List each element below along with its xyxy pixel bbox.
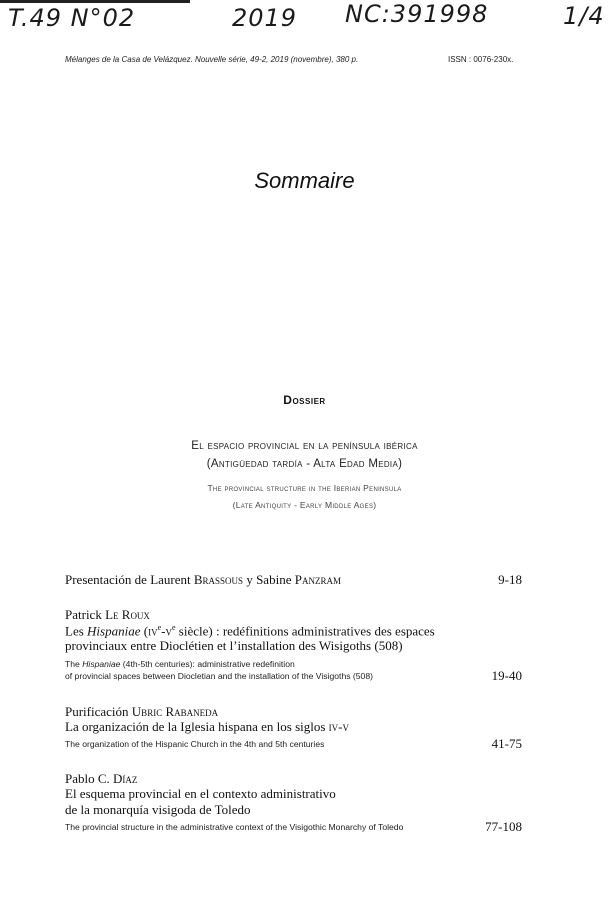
author-last: Le Roux	[105, 607, 150, 622]
century-numeral: v	[165, 623, 172, 639]
dossier-subtitle-es: (Antigüedad tardía - Alta Edad Media)	[206, 458, 403, 470]
page-range: 9-18	[498, 572, 522, 587]
author-line	[65, 607, 150, 623]
article-title-line2[interactable]: provinciaux entre Dioclétien et l’installation des Wisigoths (508)	[65, 638, 403, 653]
author-line	[65, 771, 137, 787]
section-heading: Dossier	[283, 393, 326, 407]
article-title[interactable]	[65, 719, 349, 735]
toc-entry-presentation[interactable]	[65, 572, 341, 588]
entry-text: Presentación de Laurent	[65, 572, 194, 587]
author-line	[65, 704, 218, 720]
superscript: e	[171, 623, 176, 632]
page-range: 41-75	[491, 736, 522, 751]
dossier-title-en: The provincial structure in the Iberian Peninsula	[207, 483, 402, 493]
title-text: -	[161, 623, 166, 639]
en-text: (4th-5th centuries): administrative redefinition	[120, 659, 295, 669]
entry-text: y Sabine	[243, 572, 295, 587]
scan-edge-line	[0, 0, 190, 3]
title-italic: Hispaniae	[87, 623, 141, 639]
title-text: La organización de la Iglesia hispana en los siglos	[65, 719, 329, 734]
en-italic: Hispaniae	[82, 659, 121, 669]
page-title: Sommaire	[254, 168, 355, 193]
page-range: 19-40	[491, 668, 522, 683]
article-title-line2[interactable]: de la monarquía visigoda de Toledo	[65, 802, 251, 817]
handwritten-year: 2019	[232, 4, 298, 32]
handwritten-shelf-mark: T.49 N°02	[8, 4, 136, 32]
english-title-line2: of provincial spaces between Diocletian and the installation of the Visigoths (508)	[65, 671, 373, 681]
article-title-line1[interactable]	[65, 623, 435, 639]
title-text: Les	[65, 623, 88, 639]
century-numeral: iv	[148, 623, 158, 639]
author-last: Díaz	[113, 771, 138, 786]
dossier-subtitle-en: (Late Antiquity - Early Middle Ages)	[232, 500, 377, 510]
century-numeral: iv-v	[328, 719, 349, 734]
journal-citation: Mélanges de la Casa de Velázquez. Nouvelle série, 49-2, 2019 (novembre), 380 p.	[65, 55, 359, 64]
article-title-line1[interactable]: El esquema provincial en el contexto administrativo	[65, 786, 336, 801]
english-title: The organization of the Hispanic Church in the 4th and 5th centuries	[65, 739, 325, 749]
en-text: The	[65, 659, 83, 669]
page-range: 77-108	[485, 819, 522, 834]
title-text: siècle) : redéfinitions administratives des espaces	[175, 623, 435, 639]
handwritten-nc-number: NC:391998	[345, 0, 489, 28]
superscript: e	[157, 623, 162, 632]
author-first: Pablo C.	[65, 771, 114, 786]
title-text: (	[140, 623, 149, 639]
issn: ISSN : 0076-230x.	[448, 55, 514, 64]
author-last: Ubric Rabaneda	[131, 704, 219, 719]
dossier-title-es: El espacio provincial en la península ibérica	[191, 440, 418, 452]
author-name: Panzram	[294, 572, 341, 587]
english-title-line1	[65, 659, 295, 669]
english-title: The provincial structure in the administrative context of the Visigothic Monarchy of Toledo	[65, 822, 404, 832]
author-first: Patrick	[65, 607, 106, 622]
author-first: Purificación	[65, 704, 132, 719]
handwritten-leaf-number: 1/4	[563, 2, 605, 30]
author-name: Brassous	[193, 572, 244, 587]
